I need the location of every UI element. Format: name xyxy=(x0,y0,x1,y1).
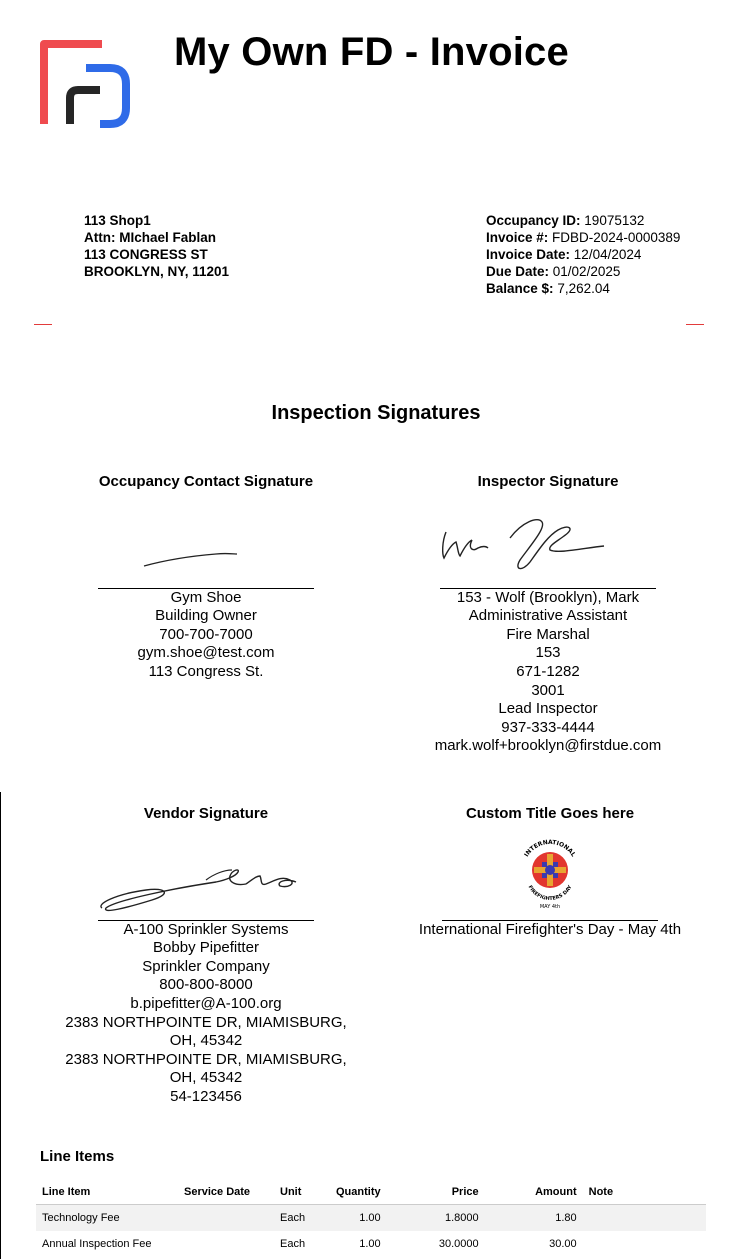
invoice-number-value: FDBD-2024-0000389 xyxy=(552,230,681,245)
occupancy-contact-title: Building Owner xyxy=(155,607,257,625)
custom-signature-caption: International Firefighter's Day - May 4th xyxy=(418,920,682,938)
custom-signature-block xyxy=(400,805,700,939)
line-item-price: 1.8000 xyxy=(387,1205,485,1232)
bill-to-name: 113 Shop1 xyxy=(84,213,151,228)
signatures-section-title: Inspection Signatures xyxy=(271,402,481,424)
table-row xyxy=(36,1231,706,1257)
line-item-service-date xyxy=(178,1231,274,1257)
occupancy-signature-block xyxy=(56,473,356,682)
col-price: Price xyxy=(387,1180,485,1205)
invoice-number-label: Invoice #: xyxy=(486,230,549,245)
vendor-signature-image xyxy=(56,824,356,920)
balance-label: Balance $: xyxy=(486,281,554,296)
fold-marker-left xyxy=(34,324,52,325)
occupancy-contact-email: gym.shoe@test.com xyxy=(137,644,275,662)
inspector-role: Administrative Assistant xyxy=(468,607,628,625)
table-row xyxy=(36,1205,706,1232)
line-item-amount: 1.80 xyxy=(485,1205,583,1232)
badge-top-text: INTERNATIONAL xyxy=(523,838,577,858)
col-line-item: Line Item xyxy=(36,1180,178,1205)
inspector-title: Fire Marshal xyxy=(506,625,590,643)
badge-date-text: MAY 4th xyxy=(539,903,561,910)
vendor-mailing-address: 2383 NORTHPOINTE DR, MIAMISBURG, OH, 45342 xyxy=(65,1050,347,1087)
due-date-row xyxy=(486,263,680,280)
fold-marker-right xyxy=(686,324,704,325)
invoice-date-value: 12/04/2024 xyxy=(573,247,642,262)
vendor-phone: 800-800-8000 xyxy=(159,976,253,994)
line-item-quantity: 1.00 xyxy=(359,1238,381,1250)
inspector-email: mark.wolf+brooklyn@firstdue.com xyxy=(434,737,662,755)
inspector-extension: 671-1282 xyxy=(516,662,580,680)
inspector-signature-block xyxy=(398,473,698,756)
inspector-name: 153 - Wolf (Brooklyn), Mark xyxy=(456,588,640,606)
vendor-details xyxy=(56,921,356,1107)
occupancy-contact-details xyxy=(56,589,356,682)
vendor-company: A-100 Sprinkler Systems xyxy=(123,920,289,938)
line-item-note xyxy=(583,1205,706,1232)
line-item-unit: Each xyxy=(280,1238,306,1250)
col-quantity: Quantity xyxy=(330,1180,387,1205)
line-item-name: Annual Inspection Fee xyxy=(42,1238,152,1250)
vendor-tax-id: 54-123456 xyxy=(170,1087,242,1105)
balance-row xyxy=(486,280,680,297)
vendor-type: Sprinkler Company xyxy=(142,957,270,975)
col-service-date: Service Date xyxy=(178,1180,274,1205)
line-item-price: 30.0000 xyxy=(438,1238,479,1250)
invoice-meta xyxy=(486,212,680,297)
invoice-date-label: Invoice Date: xyxy=(486,247,571,262)
line-items-title: Line Items xyxy=(40,1148,115,1165)
vendor-signature-block xyxy=(56,805,356,1107)
inspector-phone: 937-333-4444 xyxy=(501,718,595,736)
col-unit: Unit xyxy=(274,1180,330,1205)
invoice-date-row xyxy=(486,246,680,263)
bill-to-street: 113 CONGRESS ST xyxy=(84,247,208,262)
invoice-number-row xyxy=(486,229,680,246)
line-item-service-date xyxy=(178,1205,274,1232)
line-item-note xyxy=(583,1231,706,1257)
page-left-border xyxy=(0,792,1,1259)
line-item-quantity: 1.00 xyxy=(330,1205,387,1232)
occupancy-id-row xyxy=(486,212,680,229)
inspector-details xyxy=(398,589,698,756)
vendor-email: b.pipefitter@A-100.org xyxy=(130,994,282,1012)
line-items-header-row xyxy=(36,1180,706,1205)
vendor-address: 2383 NORTHPOINTE DR, MIAMISBURG, OH, 45342 xyxy=(65,1013,347,1050)
fd-logo xyxy=(38,36,132,130)
firefighters-day-badge xyxy=(400,824,700,920)
inspector-badge: 3001 xyxy=(531,681,565,699)
col-amount: Amount xyxy=(485,1180,583,1205)
occupancy-contact-phone: 700-700-7000 xyxy=(159,625,253,643)
occupancy-id-value: 19075132 xyxy=(584,213,645,228)
line-item-amount: 30.00 xyxy=(549,1238,577,1250)
page-title: My Own FD - Invoice xyxy=(174,30,569,74)
occupancy-signature-image xyxy=(56,492,356,588)
occupancy-signature-heading: Occupancy Contact Signature xyxy=(98,473,314,490)
bill-to-city: BROOKLYN, NY, 11201 xyxy=(84,264,230,279)
badge-bottom-text: FIREFIGHTERS DAY xyxy=(526,884,574,902)
balance-value: 7,262.04 xyxy=(557,281,610,296)
custom-signature-details xyxy=(400,921,700,940)
custom-signature-heading: Custom Title Goes here xyxy=(465,805,635,822)
bill-to-address xyxy=(84,212,229,280)
inspector-signature-image xyxy=(398,492,698,588)
line-items-table xyxy=(36,1180,706,1257)
bill-to-attn: Attn: MIchael Fablan xyxy=(84,230,217,245)
occupancy-contact-address: 113 Congress St. xyxy=(148,662,264,680)
inspector-id: 153 xyxy=(535,644,561,662)
occupancy-id-label: Occupancy ID: xyxy=(486,213,581,228)
col-note: Note xyxy=(583,1180,706,1205)
inspector-signature-heading: Inspector Signature xyxy=(477,473,619,490)
inspector-position: Lead Inspector xyxy=(498,700,598,718)
vendor-contact-name: Bobby Pipefitter xyxy=(153,939,259,957)
vendor-signature-heading: Vendor Signature xyxy=(143,805,269,822)
occupancy-contact-name: Gym Shoe xyxy=(170,588,242,606)
due-date-label: Due Date: xyxy=(486,264,550,279)
due-date-value: 01/02/2025 xyxy=(552,264,621,279)
line-item-name: Technology Fee xyxy=(36,1205,178,1232)
line-item-unit: Each xyxy=(274,1205,330,1232)
